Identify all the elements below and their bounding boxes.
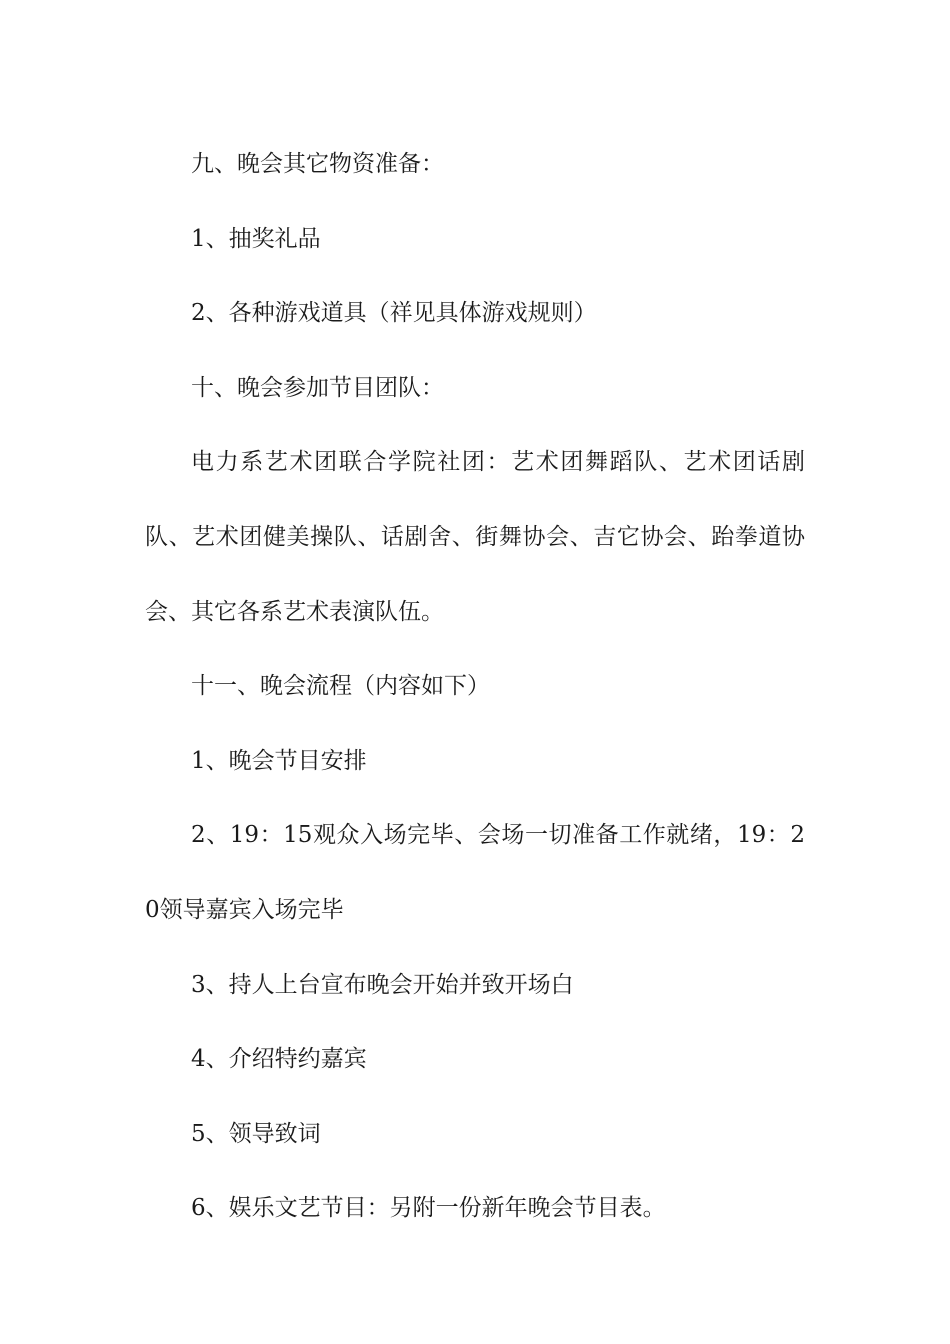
section-heading-materials: 九、晚会其它物资准备： — [191, 151, 444, 177]
list-item-opening: 3、持人上台宣布晚会开始并致开场白 — [191, 971, 574, 998]
list-item-game-props: 2、各种游戏道具（祥见具体游戏规则） — [191, 300, 597, 327]
section-heading-teams: 十、晚会参加节目团队： — [191, 374, 444, 401]
document-body — [145, 127, 805, 1246]
list-item-entry-times: 2、19：15观众入场完毕、会场一切准备工作就绪，19：20领导嘉宾入场完毕 — [145, 822, 805, 923]
list-item-speech: 5、领导致词 — [191, 1120, 321, 1147]
paragraph-teams: 电力系艺术团联合学院社团：艺术团舞蹈队、艺术团话剧队、艺术团健美操队、话剧舍、街舞协会、吉它协会、跆拳道协会、其它各系艺术表演队伍。 — [145, 449, 805, 625]
section-heading-process: 十一、晚会流程（内容如下） — [191, 673, 490, 700]
list-item-program-arrangement: 1、晚会节目安排 — [191, 747, 367, 774]
list-item-entertainment: 6、娱乐文艺节目：另附一份新年晚会节目表。 — [191, 1195, 666, 1222]
list-item-prizes: 1、抽奖礼品 — [191, 225, 321, 252]
list-item-guests: 4、介绍特约嘉宾 — [191, 1046, 367, 1073]
